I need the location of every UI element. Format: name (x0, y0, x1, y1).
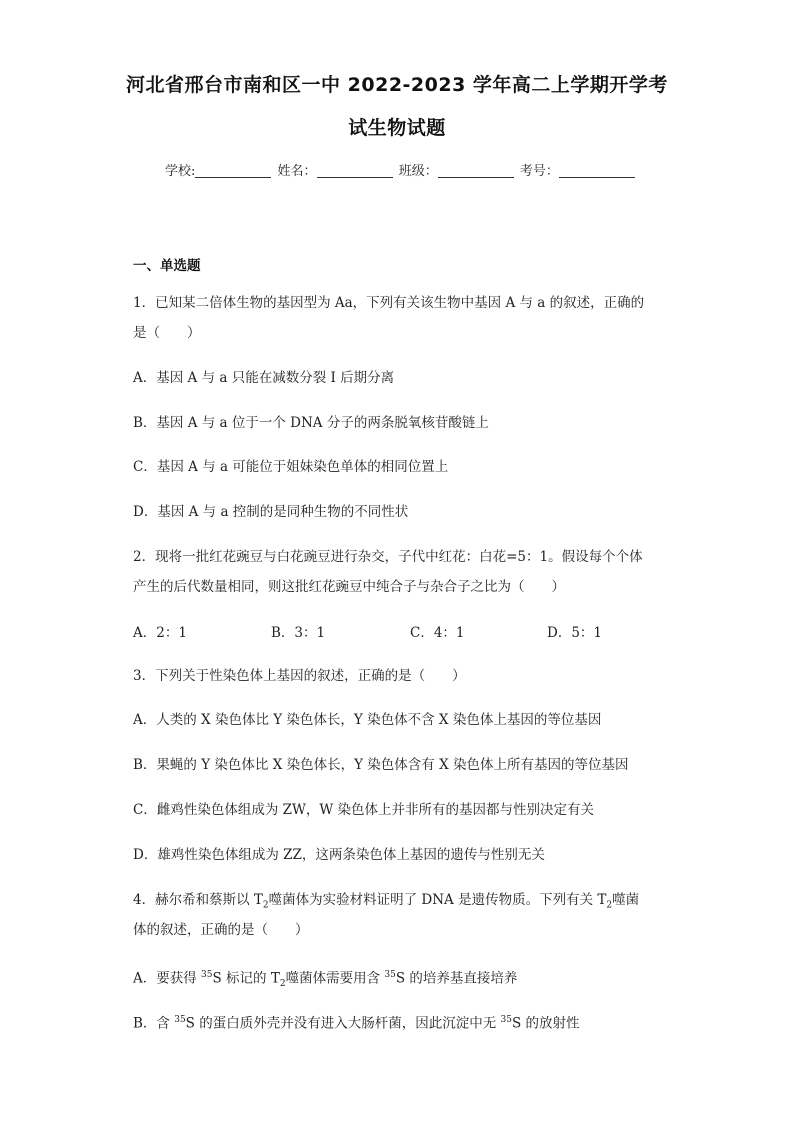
q1-stem-line-1: 1．已知某二倍体生物的基因型为 Aa，下列有关该生物中基因 A 与 a 的叙述，正确的 (133, 295, 645, 311)
class-label: 班级： (398, 164, 438, 179)
subscript-2: 2 (606, 900, 613, 911)
q3-option-d: D．雄鸡性染色体组成为 ZZ，这两条染色体上基因的遗传与性别无关 (133, 847, 545, 863)
q3-option-c: C．雌鸡性染色体组成为 ZW，W 染色体上并非所有的基因都与性别决定有关 (133, 802, 595, 818)
section-title: 一、单选题 (133, 258, 201, 274)
q4-stem-line-2: 体的叙述，正确的是（ ） (133, 922, 309, 938)
q4-stem-part: 噬菌 (612, 892, 640, 908)
q2-option-c: C．4：1 (410, 625, 465, 641)
superscript-35: 35 (500, 1015, 512, 1025)
exam-number-label: 考号： (519, 164, 559, 179)
q4-option-a (133, 966, 517, 993)
q4-a-part: S 标记的 T (212, 970, 280, 987)
superscript-35: 35 (384, 970, 396, 980)
q3-option-a: A．人类的 X 染色体比 Y 染色体长，Y 染色体不含 X 染色体上基因的等位基因 (133, 712, 602, 728)
name-blank[interactable] (317, 163, 393, 178)
q3-stem: 3．下列关于性染色体上基因的叙述，正确的是（ ） (133, 668, 466, 684)
q4-a-part: A．要获得 (133, 970, 202, 987)
q4-stem-part: 噬菌体为实验材料证明了 DNA 是遗传物质。下列有关 T (268, 892, 607, 908)
q2-option-a: A．2：1 (133, 625, 187, 641)
q4-stem-part: 4．赫尔希和蔡斯以 T (133, 892, 263, 908)
q2-stem-line-2: 产生的后代数量相同，则这批红花豌豆中纯合子与杂合子之比为（ ） (133, 579, 565, 595)
exam-number-blank[interactable] (559, 163, 635, 178)
q1-option-c: C．基因 A 与 a 可能位于姐妹染色单体的相同位置上 (133, 459, 449, 475)
superscript-35: 35 (174, 1015, 186, 1025)
subscript-2: 2 (262, 900, 269, 911)
student-info-row (165, 160, 637, 179)
school-label: 学校: (165, 164, 196, 179)
q4-b-part: B．含 (133, 1015, 175, 1032)
q2-option-d: D．5：1 (547, 625, 603, 641)
q1-option-b: B．基因 A 与 a 位于一个 DNA 分子的两条脱氧核苷酸链上 (133, 415, 489, 431)
q4-option-b (133, 1011, 580, 1033)
document-title-line-1: 河北省邢台市南和区一中 2022-2023 学年高二上学期开学考 (126, 74, 668, 96)
q1-option-d: D．基因 A 与 a 控制的是同种生物的不同性状 (133, 504, 409, 520)
document-title-line-2: 试生物试题 (348, 117, 446, 139)
q4-b-part: S 的蛋白质外壳并没有进入大肠杆菌，因此沉淀中无 (185, 1015, 501, 1032)
q2-stem-line-1: 2．现将一批红花豌豆与白花豌豆进行杂交，子代中红花：白花=5：1。假设每个个体 (133, 549, 643, 565)
q2-options-row (133, 621, 693, 639)
superscript-35: 35 (201, 970, 213, 980)
class-blank[interactable] (438, 163, 514, 178)
subscript-2: 2 (279, 979, 286, 990)
q4-a-part: 噬菌体需要用含 (285, 970, 385, 987)
q2-option-b: B．3：1 (271, 625, 326, 641)
q1-stem-line-2: 是（ ） (133, 325, 201, 341)
q4-b-part: S 的放射性 (511, 1015, 580, 1032)
q1-option-a: A．基因 A 与 a 只能在减数分裂 I 后期分离 (133, 370, 395, 386)
school-blank[interactable] (195, 163, 271, 178)
q3-option-b: B．果蝇的 Y 染色体比 X 染色体长，Y 染色体含有 X 染色体上所有基因的等位基因 (133, 757, 629, 773)
q4-a-part: S 的培养基直接培养 (395, 970, 518, 987)
q4-stem-line-1 (133, 891, 639, 915)
name-label: 姓名： (277, 164, 317, 179)
